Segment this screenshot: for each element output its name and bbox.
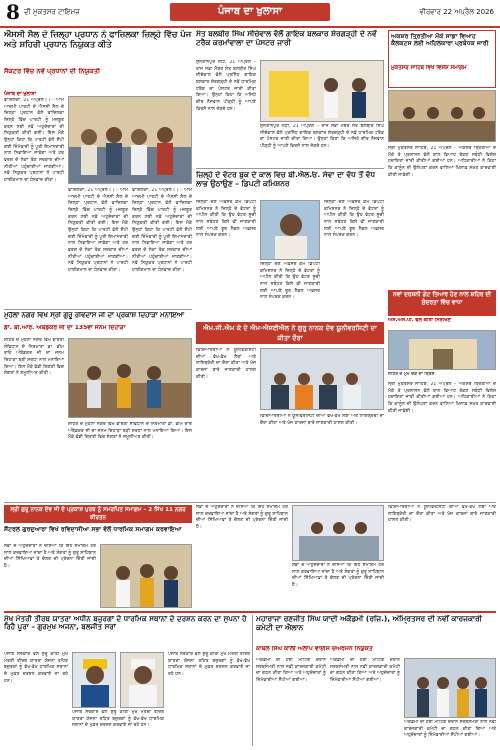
story5-photo <box>388 330 496 370</box>
story3-body-col3: ਜ਼ਿਲ੍ਹਾ ਚੋਣ ਅਫ਼ਸਰ ਕਮ ਡਿਪਟੀ ਕਮਿਸ਼ਨਰ ਨੇ ਜ਼ਿਲ੍ਹੇ ਦੇ ਵੋਟਰਾਂ ਨੂੰ ਅਪੀਲ ਕੀਤੀ ਕਿ ਉਹ ਵੋਟਰ ਸੂਚੀ ਨਾਲ ਸਬੰਧਤ ਕਿਸੇ ਵੀ ਜਾਣਕਾਰੀ ਲਈ ਆਪਣੇ ਬੂਥ ਲੈਵਲ ਅਫ਼ਸਰ ਨਾਲ ਸੰਪਰਕ ਕਰਨ। <box>324 200 384 239</box>
gathering-photo-illustration <box>101 545 192 608</box>
story8-body: ਵਿਦਿਆਰਥੀਆਂ ਨੇ ਯੂਨੀਵਰਸਿਟੀ ਦੀਆਂ ਵੱਖ-ਵੱਖ ਲੈਬਾਂ ਅਤੇ ਲਾਇਬ੍ਰੇਰੀ ਦਾ ਦੌਰਾ ਕੀਤਾ ਅਤੇ ਖੋਜ ਕਾਰਜਾਂ ਬਾਰੇ ਜਾਣਕਾਰੀ ਹਾਸਲ ਕੀਤੀ। <box>196 348 256 380</box>
story1-byline: ਪੰਜਾਬ ਦਾ ਖੁਲਾਸਾ <box>4 91 37 97</box>
official-photo-illustration <box>261 201 320 260</box>
story4-body: ਸ੍ਰੀ ਮੁਕਤਸਰ ਸਾਹਿਬ, 21 ਅਪ੍ਰੈਲ – ਅਕਸ਼ਰ ਤ੍ਰਿਤੀਆ ਦੇ ਮੌਕੇ ਤੇ ਪ੍ਰਸ਼ਾਸਨ ਵੱਲੋਂ ਬਾਲ ਵਿਆਹ ਰੋਕਣ ਸਬੰਧੀ ਵਿਸ਼ੇਸ਼ ਹਦਾਇਤਾਂ ਜਾਰੀ ਕੀਤੀਆਂ ਗਈਆਂ ਹਨ। ਅਧਿਕਾਰੀਆਂ ਨੇ ਕਿਹਾ ਕਿ ਕਾਨੂੰਨ ਦੀ ਉਲੰਘਣਾ ਕਰਨ ਵਾਲਿਆਂ ਖ਼ਿਲਾਫ਼ ਸਖ਼ਤ ਕਾਰਵਾਈ ਕੀਤੀ ਜਾਵੇਗੀ। <box>388 146 496 178</box>
story8-body-cont: ਵਿਦਿਆਰਥੀਆਂ ਨੇ ਯੂਨੀਵਰਸਿਟੀ ਦੀਆਂ ਵੱਖ-ਵੱਖ ਲੈਬਾਂ ਅਤੇ ਲਾਇਬ੍ਰੇਰੀ ਦਾ ਦੌਰਾ ਕੀਤਾ ਅਤੇ ਖੋਜ ਕਾਰਜਾਂ ਬਾਰੇ ਜਾਣਕਾਰੀ ਹਾਸਲ ਕੀਤੀ। <box>260 414 384 426</box>
story10-subhead: ਕਾਬਲ ਸਿੰਘ ਕਾਲੀ ਅਲਾਪ ਵਾਈਸ ਚੇਅਰਮੈਨ ਨਿਯੁਕਤ <box>256 646 373 652</box>
story10-headline: ਮਹਾਰਾਜਾ ਰਣਜੀਤ ਸਿੰਘ ਯਾਦੀ ਅਕੈਡਮੀ (ਰਜਿ.), ਅੰਮ੍ਰਿਤਸਰ ਦੀ ਨਵੀਂ ਕਾਰਜਕਾਰੀ ਕਮੇਟੀ ਦਾ ਐਲਾਨ <box>256 615 482 632</box>
story8-headline: ਐਮ.ਜੀ.ਐਮ ਕੇ ਦੇ ਐਮ-ਐਸਈਐਲ ਨੇ ਗੁਰੂ ਨਾਨਕ ਦੇਵ ਯੂਨੀਵਰਸਿਟੀ ਦਾ ਕੀਤਾ ਦੌਰਾ <box>196 322 384 344</box>
committee-photo-illustration <box>405 659 496 718</box>
story4-body-cont: ਸ੍ਰੀ ਮੁਕਤਸਰ ਸਾਹਿਬ, 21 ਅਪ੍ਰੈਲ – ਅਕਸ਼ਰ ਤ੍ਰਿਤੀਆ ਦੇ ਮੌਕੇ ਤੇ ਪ੍ਰਸ਼ਾਸਨ ਵੱਲੋਂ ਬਾਲ ਵਿਆਹ ਰੋਕਣ ਸਬੰਧੀ ਵਿਸ਼ੇਸ਼ ਹਦਾਇਤਾਂ ਜਾਰੀ ਕੀਤੀਆਂ ਗਈਆਂ ਹਨ। ਅਧਿਕਾਰੀਆਂ ਨੇ ਕਿਹਾ ਕਿ ਕਾਨੂੰਨ ਦੀ ਉਲੰਘਣਾ ਕਰਨ ਵਾਲਿਆਂ ਖ਼ਿਲਾਫ਼ ਸਖ਼ਤ ਕਾਰਵਾਈ ਕੀਤੀ ਜਾਵੇਗੀ। <box>388 382 496 414</box>
story1-body: ਫਾਜ਼ਿਲਕਾ, 21 ਅਪ੍ਰੈਲ ( ) – ਆਮ ਆਦਮੀ ਪਾਰਟੀ ਦੇ ਐਸਸੀ ਸੈਲ ਦੇ ਜ਼ਿਲ੍ਹਾ ਪ੍ਰਧਾਨ ਵੱਲੋਂ ਫਾਜ਼ਿਲਕਾ ਜ਼ਿਲ੍ਹੇ ਵਿੱਚ ਪਾਰਟੀ ਨੂੰ ਮਜ਼ਬੂਤ ਕਰਨ ਲਈ ਨਵੇਂ ਅਹੁਦੇਦਾਰਾਂ ਦੀ ਨਿਯੁਕਤੀ ਕੀਤੀ ਗਈ। ਇਸ ਮੌਕੇ ਉਨ੍ਹਾਂ ਕਿਹਾ ਕਿ ਪਾਰਟੀ ਵੱਲੋਂ ਸੌਂਪੀ ਗਈ ਜ਼ਿੰਮੇਵਾਰੀ ਨੂੰ ਪੂਰੀ ਇਮਾਨਦਾਰੀ ਨਾਲ ਨਿਭਾਇਆ ਜਾਵੇਗਾ ਅਤੇ ਹਰ ਵਰਗ ਦੇ ਲੋਕਾਂ ਤੱਕ ਸਰਕਾਰ ਦੀਆਂ ਨੀਤੀਆਂ ਪਹੁੰਚਾਈਆਂ ਜਾਣਗੀਆਂ। ਨਵੇਂ ਨਿਯੁਕਤ ਪ੍ਰਧਾਨਾਂ ਨੇ ਪਾਰਟੀ ਹਾਈਕਮਾਨ ਦਾ ਧੰਨਵਾਦ ਕੀਤਾ। <box>4 98 64 183</box>
story6-byline: ਡਾ. ਬੀ.ਆਰ. ਅੰਬੇਡਕਰ ਜੀ ਦਾ 135ਵਾਂ ਜਨਮ ਦਿਹਾੜਾ <box>4 325 126 331</box>
city-gate-illustration <box>389 331 496 370</box>
portrait-illustration <box>73 653 116 708</box>
story7-photo2 <box>292 505 384 561</box>
story10-body-col2: ਅਕੈਡਮੀ ਦੀ ਹੋਈ ਮੀਟਿੰਗ ਦੌਰਾਨ ਸਰਬਸੰਮਤੀ ਨਾਲ ਨਵੀਂ ਕਾਰਜਕਾਰੀ ਕਮੇਟੀ ਦਾ ਗਠਨ ਕੀਤਾ ਗਿਆ ਅਤੇ ਅਹੁਦੇਦਾਰਾਂ ਨੂੰ ਜ਼ਿੰਮੇਵਾਰੀਆਂ ਸੌਂਪੀਆਂ ਗਈਆਂ। <box>330 658 400 683</box>
story1-photo <box>68 96 192 184</box>
story6-body: ਸ਼ਹਿਰ ਦੇ ਮੁਹੱਲਾ ਨਗਰ ਵਿਖੇ ਭਾਰਤੀ ਸੰਵਿਧਾਨ ਦੇ ਨਿਰਮਾਤਾ ਡਾ. ਭੀਮ ਰਾਓ ਅੰਬੇਡਕਰ ਜੀ ਦਾ ਜਨਮ ਦਿਹਾੜਾ ਬੜੀ ਸ਼ਰਧਾ ਨਾਲ ਮਨਾਇਆ ਗਿਆ। ਇਸ ਮੌਕੇ ਵੱਡੀ ਗਿਣਤੀ ਵਿਚ ਸੰਗਤਾਂ ਨੇ ਸ਼ਮੂਲੀਅਤ ਕੀਤੀ। <box>4 338 64 377</box>
group-photo-illustration <box>69 97 192 184</box>
story6-body-cont: ਸ਼ਹਿਰ ਦੇ ਮੁਹੱਲਾ ਨਗਰ ਵਿਖੇ ਭਾਰਤੀ ਸੰਵਿਧਾਨ ਦੇ ਨਿਰਮਾਤਾ ਡਾ. ਭੀਮ ਰਾਓ ਅੰਬੇਡਕਰ ਜੀ ਦਾ ਜਨਮ ਦਿਹਾੜਾ ਬੜੀ ਸ਼ਰਧਾ ਨਾਲ ਮਨਾਇਆ ਗਿਆ। ਇਸ ਮੌਕੇ ਵੱਡੀ ਗਿਣਤੀ ਵਿਚ ਸੰਗਤਾਂ ਨੇ ਸ਼ਮੂਲੀਅਤ ਕੀਤੀ। <box>68 422 192 441</box>
story7-headline: ਸੈਂਟਰਲ ਗੁਰਦੁਆਰਾ ਵਿਖੇ ਰਵਿਦਾਸੀਆ ਸਭਾ ਵੱਲੋਂ ਧਾਰਮਿਕ ਸਮਾਗਮ ਕਰਵਾਇਆ <box>4 526 182 533</box>
story5-caption: ਸ਼ਹਿਰ ਦੇ ਮੁੱਖ ਚੌਕ ਦਾ ਦ੍ਰਿਸ਼ <box>388 372 435 377</box>
story6-headline: ਮੁਹੱਲਾ ਨਗਰ ਵਿਖੇ ਸ੍ਰੀ ਗੁਰੂ ਰਵਿਦਾਸ ਜੀ ਦਾ ਪ੍ਰਕਾਸ਼ ਦਿਹਾੜਾ ਮਨਾਇਆ <box>4 312 184 319</box>
issue-date: ਵੀਰਵਾਰ 22 ਅਪ੍ਰੈਲ 2026 <box>419 8 494 16</box>
story7-body-col3: ਸਭਾ ਦੇ ਅਹੁਦੇਦਾਰਾਂ ਨੇ ਦੱਸਿਆ ਕਿ ਇਹ ਸਮਾਗਮ ਹਰ ਸਾਲ ਕਰਵਾਇਆ ਜਾਂਦਾ ਹੈ ਅਤੇ ਸੰਗਤਾਂ ਨੂੰ ਗੁਰੂ ਸਾਹਿਬਾਨ ਦੀਆਂ ਸਿੱਖਿਆਵਾਂ ਤੇ ਚੱਲਣ ਦੀ ਪ੍ਰੇਰਨਾ ਦਿੱਤੀ ਜਾਂਦੀ ਹੈ। <box>292 563 384 588</box>
divider <box>196 168 384 169</box>
story4-photo <box>388 90 496 142</box>
banner-mid: ਸ੍ਰੀ ਗੁਰੂ ਨਾਨਕ ਦੇਵ ਜੀ ਦੇ ਪ੍ਰਕਾਸ਼ ਪੁਰਬ ਨੂੰ ਸਮਰਪਿਤ ਸਮਾਗਮ – 2 ਸਿੱਖ 11 ਨਗਰ ਕੀਰਤਨ <box>4 505 192 523</box>
page-number: 8 <box>6 0 20 24</box>
story5-headline: ਨਵਾਂ ਦਰਸ਼ਨੀ ਗੇਟ ਤਿਆਰ ਹੋਣ ਨਾਲ ਸ਼ਹਿਰ ਦੀ ਸੁੰਦਰਤਾ ਵਿੱਚ ਵਾਧਾ <box>388 290 496 316</box>
story8-body-right: ਵਿਦਿਆਰਥੀਆਂ ਨੇ ਯੂਨੀਵਰਸਿਟੀ ਦੀਆਂ ਵੱਖ-ਵੱਖ ਲੈਬਾਂ ਅਤੇ ਲਾਇਬ੍ਰੇਰੀ ਦਾ ਦੌਰਾ ਕੀਤਾ ਅਤੇ ਖੋਜ ਕਾਰਜਾਂ ਬਾਰੇ ਜਾਣਕਾਰੀ ਹਾਸਲ ਕੀਤੀ। <box>388 505 496 524</box>
story7-photo <box>100 544 192 608</box>
story10-photo <box>404 658 496 718</box>
story2-photo <box>260 60 384 122</box>
story9-photo2 <box>120 652 164 708</box>
story4-subhead: ਮੁਕਤਸਰ ਸਾਹਿਬ ਵਿਖੇ ਵਿਸ਼ੇਸ਼ ਸਮਾਗਮ <box>391 65 467 71</box>
page-header <box>0 0 500 28</box>
story2-headline: ਸੰਤ ਬਲਬੀਰ ਸਿੰਘ ਸੀਚੇਵਾਲ ਵੱਲੋਂ ਗਾਇਕ ਬਲਕਾਰ ਸ਼ੇਰਗੜ੍ਹੀ ਦੇ ਨਵੇਂ ਟਰੈਕ ਕਰਮਾਂਵਾਲਾ ਦਾ ਪੋਸਟਰ ਜਾਰੀ <box>196 30 377 47</box>
students-photo-illustration <box>261 349 384 410</box>
story1-body-col3: ਫਾਜ਼ਿਲਕਾ, 21 ਅਪ੍ਰੈਲ ( ) – ਆਮ ਆਦਮੀ ਪਾਰਟੀ ਦੇ ਐਸਸੀ ਸੈਲ ਦੇ ਜ਼ਿਲ੍ਹਾ ਪ੍ਰਧਾਨ ਵੱਲੋਂ ਫਾਜ਼ਿਲਕਾ ਜ਼ਿਲ੍ਹੇ ਵਿੱਚ ਪਾਰਟੀ ਨੂੰ ਮਜ਼ਬੂਤ ਕਰਨ ਲਈ ਨਵੇਂ ਅਹੁਦੇਦਾਰਾਂ ਦੀ ਨਿਯੁਕਤੀ ਕੀਤੀ ਗਈ। ਇਸ ਮੌਕੇ ਉਨ੍ਹਾਂ ਕਿਹਾ ਕਿ ਪਾਰਟੀ ਵੱਲੋਂ ਸੌਂਪੀ ਗਈ ਜ਼ਿੰਮੇਵਾਰੀ ਨੂੰ ਪੂਰੀ ਇਮਾਨਦਾਰੀ ਨਾਲ ਨਿਭਾਇਆ ਜਾਵੇਗਾ ਅਤੇ ਹਰ ਵਰਗ ਦੇ ਲੋਕਾਂ ਤੱਕ ਸਰਕਾਰ ਦੀਆਂ ਨੀਤੀਆਂ ਪਹੁੰਚਾਈਆਂ ਜਾਣਗੀਆਂ। ਨਵੇਂ ਨਿਯੁਕਤ ਪ੍ਰਧਾਨਾਂ ਨੇ ਪਾਰਟੀ ਹਾਈਕਮਾਨ ਦਾ ਧੰਨਵਾਦ ਕੀਤਾ। <box>132 188 192 273</box>
story1-subhead: ਸੈਕਟਰ ਵਿੱਚ ਨਵੇਂ ਪ੍ਰਧਾਨਾਂ ਦੀ ਨਿਯੁਕਤੀ <box>4 68 101 75</box>
story10-body: ਅਕੈਡਮੀ ਦੀ ਹੋਈ ਮੀਟਿੰਗ ਦੌਰਾਨ ਸਰਬਸੰਮਤੀ ਨਾਲ ਨਵੀਂ ਕਾਰਜਕਾਰੀ ਕਮੇਟੀ ਦਾ ਗਠਨ ਕੀਤਾ ਗਿਆ ਅਤੇ ਅਹੁਦੇਦਾਰਾਂ ਨੂੰ ਜ਼ਿੰਮੇਵਾਰੀਆਂ ਸੌਂਪੀਆਂ ਗਈਆਂ। <box>256 658 326 683</box>
story7-body-col2: ਸਭਾ ਦੇ ਅਹੁਦੇਦਾਰਾਂ ਨੇ ਦੱਸਿਆ ਕਿ ਇਹ ਸਮਾਗਮ ਹਰ ਸਾਲ ਕਰਵਾਇਆ ਜਾਂਦਾ ਹੈ ਅਤੇ ਸੰਗਤਾਂ ਨੂੰ ਗੁਰੂ ਸਾਹਿਬਾਨ ਦੀਆਂ ਸਿੱਖਿਆਵਾਂ ਤੇ ਚੱਲਣ ਦੀ ਪ੍ਰੇਰਨਾ ਦਿੱਤੀ ਜਾਂਦੀ ਹੈ। <box>196 505 288 530</box>
publication-name: ਦੀ ਮੁਕਤਸਰ ਟਾਇਮਜ਼ <box>24 8 80 16</box>
story3-photo <box>260 200 320 260</box>
story9-photo1 <box>72 652 116 708</box>
story2-body-cont: ਸੁਲਤਾਨਪੁਰ ਲੋਧੀ, 21 ਅਪ੍ਰੈਲ – ਰਾਜ ਸਭਾ ਮੈਂਬਰ ਸੰਤ ਬਲਬੀਰ ਸਿੰਘ ਸੀਚੇਵਾਲ ਵੱਲੋਂ ਪ੍ਰਸਿੱਧ ਗਾਇਕ ਬਲਕਾਰ ਸ਼ੇਰਗੜ੍ਹੀ ਦੇ ਨਵੇਂ ਧਾਰਮਿਕ ਟਰੈਕ ਦਾ ਪੋਸਟਰ ਜਾਰੀ ਕੀਤਾ ਗਿਆ। ਉਨ੍ਹਾਂ ਕਿਹਾ ਕਿ ਅਜਿਹੇ ਗੀਤ ਨੌਜਵਾਨ ਪੀੜ੍ਹੀ ਨੂੰ ਆਪਣੇ ਵਿਰਸੇ ਨਾਲ ਜੋੜਦੇ ਹਨ। <box>260 124 384 149</box>
story9-body-col2: ਪੰਜਾਬ ਸਰਕਾਰ ਵੱਲੋਂ ਸ਼ੁਰੂ ਕੀਤੀ ਮੁੱਖ ਮੰਤਰੀ ਤੀਰਥ ਯਾਤਰਾ ਯੋਜਨਾ ਤਹਿਤ ਬਜ਼ੁਰਗਾਂ ਨੂੰ ਵੱਖ-ਵੱਖ ਧਾਰਮਿਕ ਸਥਾਨਾਂ ਦੇ ਮੁਫ਼ਤ ਦਰਸ਼ਨ ਕਰਵਾਏ ਜਾ ਰਹੇ ਹਨ। <box>72 710 164 729</box>
divider <box>252 615 253 746</box>
story4-headline-box <box>388 30 496 88</box>
story10-body-col3: ਅਕੈਡਮੀ ਦੀ ਹੋਈ ਮੀਟਿੰਗ ਦੌਰਾਨ ਸਰਬਸੰਮਤੀ ਨਾਲ ਨਵੀਂ ਕਾਰਜਕਾਰੀ ਕਮੇਟੀ ਦਾ ਗਠਨ ਕੀਤਾ ਗਿਆ ਅਤੇ ਅਹੁਦੇਦਾਰਾਂ ਨੂੰ ਜ਼ਿੰਮੇਵਾਰੀਆਂ ਸੌਂਪੀਆਂ ਗਈਆਂ। <box>404 720 496 739</box>
story3-body: ਜ਼ਿਲ੍ਹਾ ਚੋਣ ਅਫ਼ਸਰ ਕਮ ਡਿਪਟੀ ਕਮਿਸ਼ਨਰ ਨੇ ਜ਼ਿਲ੍ਹੇ ਦੇ ਵੋਟਰਾਂ ਨੂੰ ਅਪੀਲ ਕੀਤੀ ਕਿ ਉਹ ਵੋਟਰ ਸੂਚੀ ਨਾਲ ਸਬੰਧਤ ਕਿਸੇ ਵੀ ਜਾਣਕਾਰੀ ਲਈ ਆਪਣੇ ਬੂਥ ਲੈਵਲ ਅਫ਼ਸਰ ਨਾਲ ਸੰਪਰਕ ਕਰਨ। <box>196 200 256 239</box>
story2-body: ਸੁਲਤਾਨਪੁਰ ਲੋਧੀ, 21 ਅਪ੍ਰੈਲ – ਰਾਜ ਸਭਾ ਮੈਂਬਰ ਸੰਤ ਬਲਬੀਰ ਸਿੰਘ ਸੀਚੇਵਾਲ ਵੱਲੋਂ ਪ੍ਰਸਿੱਧ ਗਾਇਕ ਬਲਕਾਰ ਸ਼ੇਰਗੜ੍ਹੀ ਦੇ ਨਵੇਂ ਧਾਰਮਿਕ ਟਰੈਕ ਦਾ ਪੋਸਟਰ ਜਾਰੀ ਕੀਤਾ ਗਿਆ। ਉਨ੍ਹਾਂ ਕਿਹਾ ਕਿ ਅਜਿਹੇ ਗੀਤ ਨੌਜਵਾਨ ਪੀੜ੍ਹੀ ਨੂੰ ਆਪਣੇ ਵਿਰਸੇ ਨਾਲ ਜੋੜਦੇ ਹਨ। <box>196 60 256 112</box>
story5-subhead: ਐਸ.ਐਸ.ਪੀ. ਵੱਲੋਂ ਕੀਤਾ ਨਿਰੀਖਣ <box>388 318 451 323</box>
poster-release-illustration <box>261 61 384 122</box>
story3-headline: ਜ਼ਿਲ੍ਹੇ ਦੇ ਵੋਟਰ ਬੁਕ ਦੇ ਕਾਲ ਵਿਚ ਬੀ.ਐਲ.ਓ. ਸੇਵਾ ਦਾ ਵੱਧ ਤੋਂ ਵੱਧ ਲਾਭ ਉਠਾਉਣ – ਡਿਪਟੀ ਕਮਿਸ਼ਨਰ <box>196 171 375 188</box>
event-photo-illustration <box>69 339 192 418</box>
story7-body: ਸਭਾ ਦੇ ਅਹੁਦੇਦਾਰਾਂ ਨੇ ਦੱਸਿਆ ਕਿ ਇਹ ਸਮਾਗਮ ਹਰ ਸਾਲ ਕਰਵਾਇਆ ਜਾਂਦਾ ਹੈ ਅਤੇ ਸੰਗਤਾਂ ਨੂੰ ਗੁਰੂ ਸਾਹਿਬਾਨ ਦੀਆਂ ਸਿੱਖਿਆਵਾਂ ਤੇ ਚੱਲਣ ਦੀ ਪ੍ਰੇਰਨਾ ਦਿੱਤੀ ਜਾਂਦੀ ਹੈ। <box>4 544 96 569</box>
story1-headline: ਐਸਸੀ ਸੈਲ ਦੇ ਜ਼ਿਲ੍ਹਾ ਪ੍ਰਧਾਨ ਨੇ ਫਾਜ਼ਿਲਕਾ ਜ਼ਿਲ੍ਹੇ ਵਿੱਚ ਪੰਜ ਅਤੇ ਸ਼ਹਿਰੀ ਪ੍ਰਧਾਨ ਨਿਯੁਕਤ ਕੀਤੇ <box>4 30 192 49</box>
crowd-photo-illustration <box>389 91 496 142</box>
story9-headline: ਮੁੱਖ ਮੰਤਰੀ ਤੀਰਥ ਯਾਤਰਾ ਅਧੀਨ ਬਜ਼ੁਰਗਾਂ ਦੇ ਧਾਰਮਿਕ ਸਥਾਨਾਂ ਦੇ ਦਰਸ਼ਨ ਕਰਨ ਦਾ ਸੁਪਨਾ ਹੋ ਰਿਹੈ ਪੂਰਾ – ਗੁਰਮੁਖ ਅਜਨਾ, ਬਲਜੀਤ ਸਰਾਂ <box>4 615 247 632</box>
masthead: ਪੰਜਾਬ ਦਾ ਖੁਲਾਸਾ <box>170 3 330 21</box>
story4-headline: ਅਕਸ਼ਰ ਤ੍ਰਿਤੀਆ ਮੌਕੇ ਸਾਡਾ ਵਿਆਹ ਕੈਲਕਟਸ ਲਈ ਅਹਿਲਕਾਰਾ ਪ੍ਰਬੰਧਕ ਜਾਰੀ <box>391 33 489 48</box>
divider <box>4 309 192 310</box>
divider <box>4 502 496 503</box>
story9-body: ਪੰਜਾਬ ਸਰਕਾਰ ਵੱਲੋਂ ਸ਼ੁਰੂ ਕੀਤੀ ਮੁੱਖ ਮੰਤਰੀ ਤੀਰਥ ਯਾਤਰਾ ਯੋਜਨਾ ਤਹਿਤ ਬਜ਼ੁਰਗਾਂ ਨੂੰ ਵੱਖ-ਵੱਖ ਧਾਰਮਿਕ ਸਥਾਨਾਂ ਦੇ ਮੁਫ਼ਤ ਦਰਸ਼ਨ ਕਰਵਾਏ ਜਾ ਰਹੇ ਹਨ। <box>4 652 68 684</box>
story8-photo <box>260 348 384 410</box>
story3-body-col2: ਜ਼ਿਲ੍ਹਾ ਚੋਣ ਅਫ਼ਸਰ ਕਮ ਡਿਪਟੀ ਕਮਿਸ਼ਨਰ ਨੇ ਜ਼ਿਲ੍ਹੇ ਦੇ ਵੋਟਰਾਂ ਨੂੰ ਅਪੀਲ ਕੀਤੀ ਕਿ ਉਹ ਵੋਟਰ ਸੂਚੀ ਨਾਲ ਸਬੰਧਤ ਕਿਸੇ ਵੀ ਜਾਣਕਾਰੀ ਲਈ ਆਪਣੇ ਬੂਥ ਲੈਵਲ ਅਫ਼ਸਰ ਨਾਲ ਸੰਪਰਕ ਕਰਨ। <box>260 262 320 301</box>
divider <box>4 611 496 613</box>
story9-body-col3: ਪੰਜਾਬ ਸਰਕਾਰ ਵੱਲੋਂ ਸ਼ੁਰੂ ਕੀਤੀ ਮੁੱਖ ਮੰਤਰੀ ਤੀਰਥ ਯਾਤਰਾ ਯੋਜਨਾ ਤਹਿਤ ਬਜ਼ੁਰਗਾਂ ਨੂੰ ਵੱਖ-ਵੱਖ ਧਾਰਮਿਕ ਸਥਾਨਾਂ ਦੇ ਮੁਫ਼ਤ ਦਰਸ਼ਨ ਕਰਵਾਏ ਜਾ ਰਹੇ ਹਨ। <box>168 652 250 677</box>
story1-body-col2: ਫਾਜ਼ਿਲਕਾ, 21 ਅਪ੍ਰੈਲ ( ) – ਆਮ ਆਦਮੀ ਪਾਰਟੀ ਦੇ ਐਸਸੀ ਸੈਲ ਦੇ ਜ਼ਿਲ੍ਹਾ ਪ੍ਰਧਾਨ ਵੱਲੋਂ ਫਾਜ਼ਿਲਕਾ ਜ਼ਿਲ੍ਹੇ ਵਿੱਚ ਪਾਰਟੀ ਨੂੰ ਮਜ਼ਬੂਤ ਕਰਨ ਲਈ ਨਵੇਂ ਅਹੁਦੇਦਾਰਾਂ ਦੀ ਨਿਯੁਕਤੀ ਕੀਤੀ ਗਈ। ਇਸ ਮੌਕੇ ਉਨ੍ਹਾਂ ਕਿਹਾ ਕਿ ਪਾਰਟੀ ਵੱਲੋਂ ਸੌਂਪੀ ਗਈ ਜ਼ਿੰਮੇਵਾਰੀ ਨੂੰ ਪੂਰੀ ਇਮਾਨਦਾਰੀ ਨਾਲ ਨਿਭਾਇਆ ਜਾਵੇਗਾ ਅਤੇ ਹਰ ਵਰਗ ਦੇ ਲੋਕਾਂ ਤੱਕ ਸਰਕਾਰ ਦੀਆਂ ਨੀਤੀਆਂ ਪਹੁੰਚਾਈਆਂ ਜਾਣਗੀਆਂ। ਨਵੇਂ ਨਿਯੁਕਤ ਪ੍ਰਧਾਨਾਂ ਨੇ ਪਾਰਟੀ ਹਾਈਕਮਾਨ ਦਾ ਧੰਨਵਾਦ ਕੀਤਾ। <box>68 188 128 273</box>
classroom-photo-illustration <box>293 506 384 561</box>
portrait-illustration <box>121 653 164 708</box>
story6-photo <box>68 338 192 418</box>
